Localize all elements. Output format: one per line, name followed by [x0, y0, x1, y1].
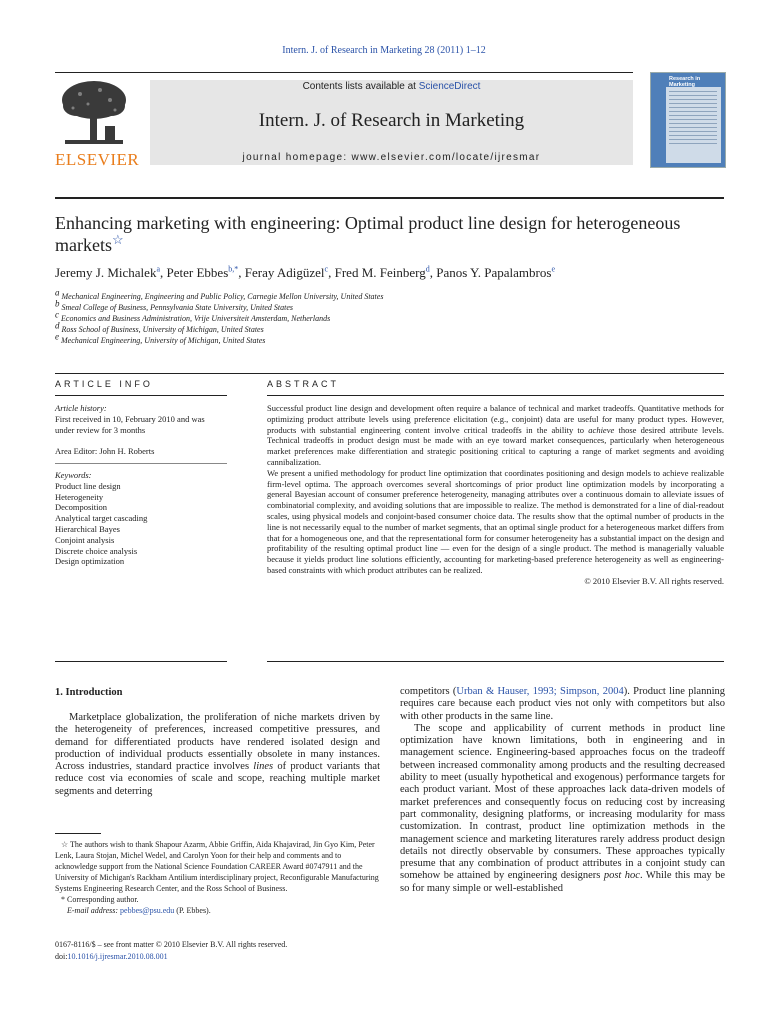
keywords	[55, 470, 225, 567]
running-head[interactable]: Intern. J. of Research in Marketing 28 (2011) 1–12	[282, 45, 486, 56]
keyword: Heterogeneity	[55, 491, 104, 502]
sciencedirect-link[interactable]: ScienceDirect	[418, 81, 481, 92]
cover-title: Research in Marketing	[669, 76, 701, 88]
article-history-text: First received in 10, February 2010 and was under review for 3 months	[55, 413, 205, 435]
keyword: Analytical target cascading	[55, 513, 148, 524]
author-affiliation-mark[interactable]: b,*	[228, 264, 239, 274]
body-left-column	[55, 712, 380, 798]
area-editor: Area Editor: John H. Roberts	[55, 446, 155, 456]
affiliation-list	[55, 287, 555, 346]
info-bottom-rule	[55, 661, 227, 662]
author-affiliation-mark[interactable]: a	[156, 264, 161, 274]
keyword: Conjoint analysis	[55, 534, 115, 545]
abstract-paragraph: Successful product line design and development often require a balance of technical and market tradeoffs. Quantitative methods for optimizing product attribute levels using preference elicitation (e.g., conjoint) data are useful for many product types. However, products with substantial engineering content involve critical tradeoffs in the ability to achieve those desired attribute levels. Technical tradeoffs in product design must be made with an eye toward market consequences, particularly when heterogeneous market preferences make differentiation and strategic positioning critical to capturing a range of market segments and avoiding cannibalization.	[267, 403, 724, 467]
body-paragraph: Marketplace globalization, the proliferation of niche markets driven by the heterogeneity of preferences, increased competitive pressures, and demand for differentiated products have rendered isolated design and production of individual products essentially obsolete in many instances. Across industries, standard practice involves lines of product variants that reduce cost via economies of scale and scope, reaching multiple market segments and deterring	[55, 712, 380, 797]
acknowledgement-footnote: ☆ The authors wish to thank Shapour Azarm, Abbie Griffin, Aida Khajavirad, Jin Gyo Kim, Peter Lenk, Laura Stojan, Michel Wedel, and Carolyn Yoon for their help and comments and to acknowledge support from the National Science Foundation CAREER Award #0747911 and the University of Michigan's Rackham Antilium interdisciplinary project, Reconfigurable Manufacturing Systems Engineering Research Center, and the Ross School of Business.	[55, 840, 379, 893]
keyword: Design optimization	[55, 556, 125, 567]
elsevier-tree-logo	[55, 78, 133, 150]
journal-cover-thumbnail	[650, 72, 726, 168]
email-link[interactable]: pebbes@psu.edu	[120, 906, 175, 915]
body-paragraph: competitors (Urban & Hauser, 1993; Simpson, 2004). Product line planning requires care because each product vies not only with competitors but also with other products in the same line.	[400, 686, 725, 722]
keyword: Discrete choice analysis	[55, 545, 138, 556]
footnotes: ☆ The authors wish to thank Shapour Azarm, Abbie Griffin, Aida Khajavirad, Jin Gyo Kim, Peter Lenk, Laura Stojan, Michel Wedel, and Carolyn Yoon for their help and comments and to acknowledge support from the National Science Foundation CAREER Award #0747911 and the University of Michigan's Rackham Antilium interdisciplinary project, Reconfigurable Manufacturing Systems Engineering Research Center, and the Ross School of Business. * Corresponding author. E-mail address: pebbes@psu.edu (P. Ebbes).	[55, 840, 379, 915]
article-history	[55, 403, 225, 435]
author-name: Peter Ebbes	[166, 265, 229, 280]
author-list: Jeremy J. Michalek$^a$, Peter Ebbes$^{b,*}$, Feray Adigüzel$^c$, Fred M. Feinberg$^d$, Panos Y. Papalambros$^e$	[55, 264, 555, 280]
affiliation: $^e$ Mechanical Engineering, University of Michigan, United States	[55, 331, 266, 345]
doi-link[interactable]: 10.1016/j.ijresmar.2010.08.001	[67, 951, 168, 961]
footnote-mark: ☆	[61, 840, 69, 849]
article-history-label: Article history:	[55, 403, 107, 413]
info-under-label-rule	[55, 395, 227, 396]
keywords-top-rule	[55, 463, 227, 464]
corresponding-author-footnote: * Corresponding author.	[61, 895, 139, 904]
title-footnote-mark[interactable]: ☆	[111, 232, 124, 247]
contents-line	[150, 81, 633, 92]
paper-title-text: Enhancing marketing with engineering: Optimal product line design for heterogeneous markets	[55, 213, 681, 255]
article-info-label: ARTICLE INFO	[55, 379, 153, 389]
body-paragraph: The scope and applicability of current methods in product line optimization have known limitations, both in engineering and in management science. Engineering-based approaches focus on the tradeoff between increased commonality among products and the resulting decreased ability to meet (usually hypothetical and exogenous) performance targets for each product variant. Most of these approaches lack data-driven models of market preferences and consequently focus on reducing cost by increasing part commonality, designing platforms, or increasing modularity for mass customization. In contrast, product line optimization methods in the management science and marketing literatures rarely address product design details not directly observable by consumers. These approaches typically presume that any combination of product attributes in a conjoint study can somehow be attained by engineering designers post hoc. While this may be so for many simple or well-established	[400, 722, 726, 894]
paper-title	[55, 212, 695, 256]
section-heading-introduction: 1. Introduction	[55, 687, 123, 698]
journal-homepage[interactable]: journal homepage: www.elsevier.com/locate/ijresmar	[242, 152, 541, 163]
affiliation: $^b$ Smeal College of Business, Pennsylvania State University, United States	[55, 298, 294, 312]
issn-line: 0167-8116/$ – see front matter © 2010 Elsevier B.V. All rights reserved.	[55, 940, 288, 949]
header-top-rule	[55, 72, 633, 73]
body-right-column	[400, 686, 725, 895]
keyword: Decomposition	[55, 502, 107, 513]
journal-title: Intern. J. of Research in Marketing	[258, 110, 525, 131]
abstract-label: ABSTRACT	[267, 379, 340, 389]
keywords-label: Keywords:	[55, 470, 92, 480]
abstract-bottom-rule	[267, 661, 724, 662]
affiliation: $^c$ Economics and Business Administration, Vrije Universiteit Amsterdam, Netherlands	[55, 309, 331, 323]
abstract-under-label-rule	[267, 395, 724, 396]
contents-prefix: Contents lists available at	[302, 81, 419, 92]
author-name: Panos Y. Papalambros	[436, 265, 552, 280]
cover-text-lines	[669, 91, 717, 147]
author-name: Feray Adigüzel	[244, 265, 325, 280]
affiliation: $^a$ Mechanical Engineering, Engineering and Public Policy, Carnegie Mellon University, United States	[55, 287, 384, 301]
author-name: Fred M. Feinberg	[334, 265, 426, 280]
footnote-rule	[55, 833, 101, 834]
abstract-paragraph: We present a unified methodology for product line optimization that coordinates positioning and design models to achieve realizable firm-level optima. The approach overcomes several shortcomings of prior product line optimization models by incorporating a general Bayesian account of consumer preference heterogeneity, managing attributes over a continuous domain to alleviate issues of combinatorial complexity, and avoiding solutions that are impossible to realize. The method is demonstrated for a line of dial-readout scales, using physical models and conjoint-based consumer choice data. The results show that the optimal number of products in the line is not necessarily equal to the number of market segments, that an optimal single product for a heterogeneous market differs from that for a homogeneous one, and that the representational form for consumer heterogeneity has a substantial impact on the design and profitability of the resulting optimal product line — even for the design of a single product. The method is managerially valuable because it yields product line solutions efficiently, accounting for marketing-based preference heterogeneity as well as engineering-based constraints with which product attributes can be realized.	[267, 467, 724, 575]
author-name: Jeremy J. Michalek	[55, 265, 157, 280]
front-matter: 0167-8116/$ – see front matter © 2010 Elsevier B.V. All rights reserved. doi:10.1016/j.ijresmar.2010.08.001	[55, 939, 380, 962]
abstract-body	[267, 403, 724, 587]
elsevier-wordmark: ELSEVIER	[55, 150, 140, 169]
abstract-copyright: © 2010 Elsevier B.V. All rights reserved.	[584, 575, 724, 586]
keyword: Product line design	[55, 480, 121, 491]
info-top-rule	[55, 373, 724, 374]
author-affiliation-mark[interactable]: e	[551, 264, 555, 274]
citation-link[interactable]: Urban & Hauser, 1993; Simpson, 2004	[456, 686, 624, 697]
header-bottom-rule	[55, 197, 724, 199]
affiliation: $^d$ Ross School of Business, University of Michigan, United States	[55, 320, 264, 334]
keyword: Hierarchical Bayes	[55, 523, 120, 534]
author-affiliation-mark[interactable]: c	[324, 264, 329, 274]
author-affiliation-mark[interactable]: d	[425, 264, 430, 274]
